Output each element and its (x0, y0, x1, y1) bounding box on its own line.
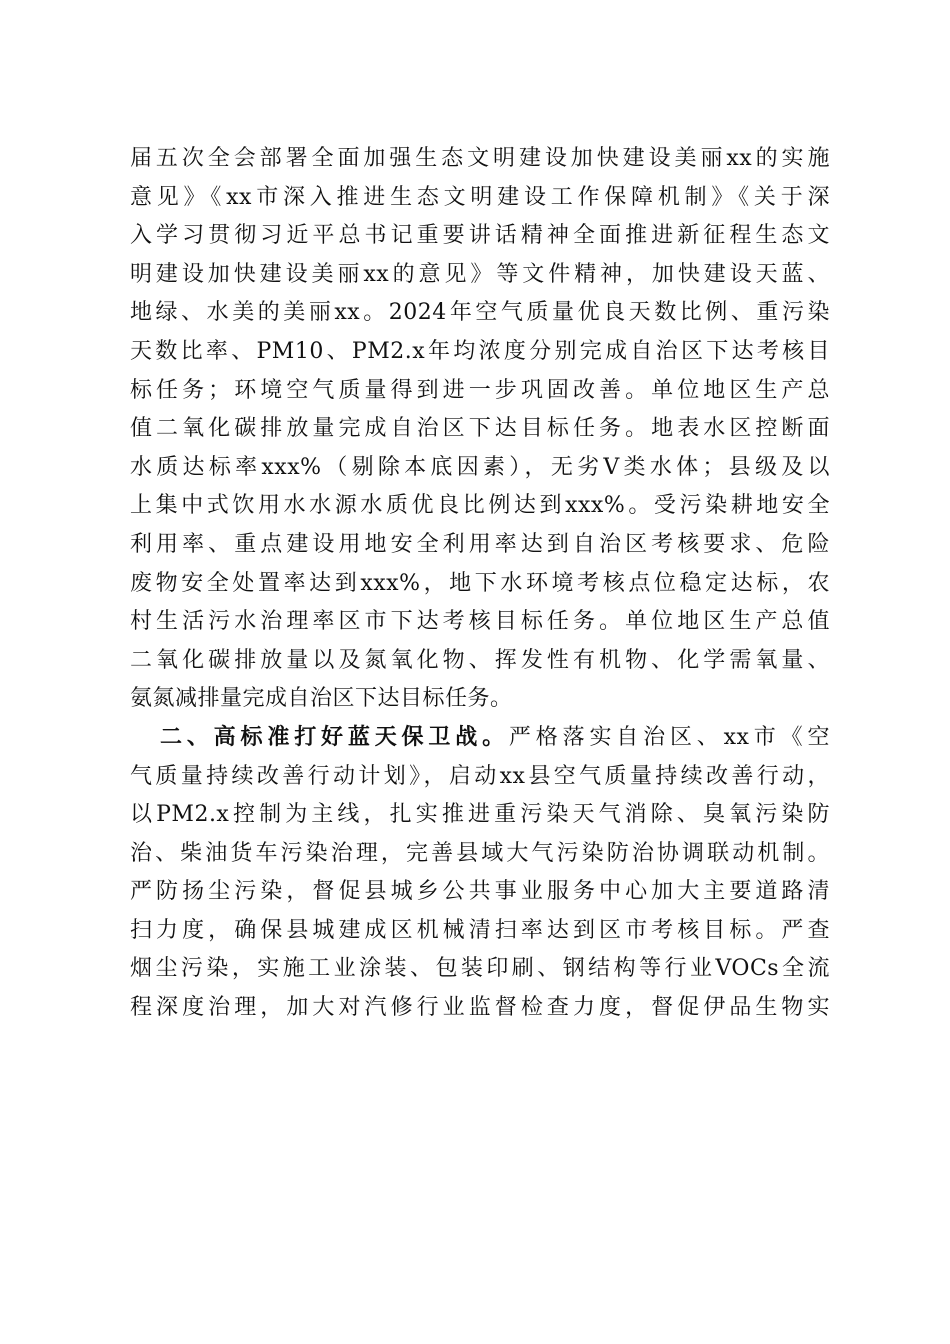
text-line: 村生活污水治理率区市下达考核目标任务。单位地区生产总值 (130, 609, 830, 635)
text-line: 地绿、水美的美丽xx。2024年空气质量优良天数比例、重污染 (130, 300, 830, 326)
text-line: 届五次全会部署全面加强生态文明建设加快建设美丽xx的实施 (130, 146, 830, 171)
paragraph-1 (130, 140, 830, 719)
text-line: 值二氧化碳排放量完成自治区下达目标任务。地表水区控断面 (130, 416, 830, 442)
text-line: 治、柴油货车污染治理，完善县域大气污染防治协调联动机制。 (130, 840, 830, 866)
text-line: 明建设加快建设美丽xx的意见》等文件精神，加快建设天蓝、 (130, 261, 830, 287)
text-line: 氨氮减排量完成自治区下达目标任务。 (130, 686, 513, 712)
text-line: 程深度治理，加大对汽修行业监督检查力度，督促伊品生物实 (130, 995, 830, 1021)
text-line: 严防扬尘污染，督促县城乡公共事业服务中心加大主要道路清 (130, 879, 830, 905)
text-line: 标任务；环境空气质量得到进一步巩固改善。单位地区生产总 (130, 377, 830, 403)
paragraph-2-first-line (130, 719, 830, 758)
text-line: 水质达标率xxx%（剔除本底因素），无劣Ⅴ类水体；县级及以 (130, 454, 830, 480)
text-line: 意见》《xx市深入推进生态文明建设工作保障机制》《关于深 (130, 184, 830, 210)
text-line: 以PM2.x控制为主线，扎实推进重污染天气消除、臭氧污染防 (130, 802, 830, 828)
section-heading: 二、高标准打好蓝天保卫战。 (160, 724, 509, 750)
text-line: 二氧化碳排放量以及氮氧化物、挥发性有机物、化学需氧量、 (130, 647, 830, 673)
paragraph-2 (130, 719, 830, 1028)
text-line: 气质量持续改善行动计划》，启动xx县空气质量持续改善行动， (130, 763, 830, 789)
text-line: 天数比率、PM10、PM2.x年均浓度分别完成自治区下达考核目 (130, 338, 830, 364)
document-body (130, 140, 830, 1028)
text-line: 入学习贯彻习近平总书记重要讲话精神全面推进新征程生态文 (130, 223, 830, 249)
text-fragment: 严格落实自治区、xx市《空 (508, 724, 830, 750)
text-line: 上集中式饮用水水源水质优良比例达到xxx%。受污染耕地安全 (130, 493, 830, 519)
text-line: 利用率、重点建设用地安全利用率达到自治区考核要求、危险 (130, 531, 830, 557)
text-line: 扫力度，确保县城建成区机械清扫率达到区市考核目标。严查 (130, 917, 830, 943)
text-line: 烟尘污染，实施工业涂装、包装印刷、钢结构等行业VOCs全流 (130, 956, 830, 982)
text-line: 废物安全处置率达到xxx%，地下水环境考核点位稳定达标，农 (130, 570, 830, 596)
